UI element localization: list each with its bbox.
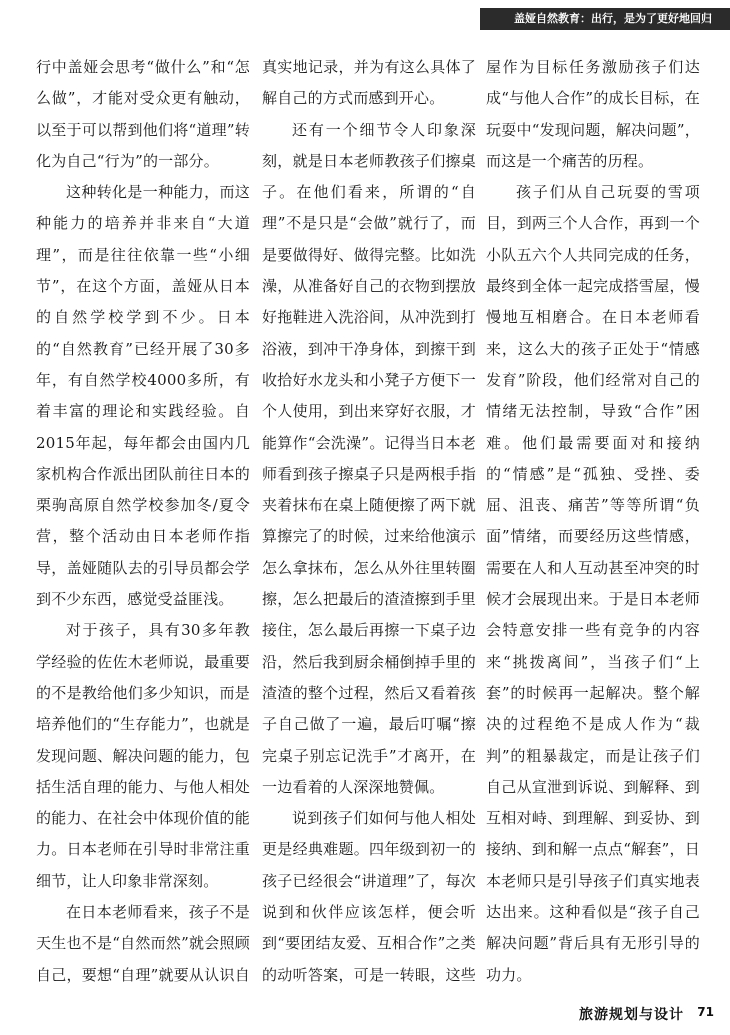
text-column-1 bbox=[36, 52, 250, 992]
magazine-name: 旅游规划与设计 bbox=[579, 1007, 684, 1023]
paragraph: 行中盖娅会思考“做什么”和“怎么做”，才能对受众更有触动，以至于可以帮到他们将“道理”转化为自己“行为”的一部分。 bbox=[36, 58, 250, 170]
page-number: 71 bbox=[697, 1005, 714, 1019]
page-footer bbox=[0, 1002, 730, 1032]
text-column-2 bbox=[262, 52, 476, 992]
running-title: 盖娅自然教育：出行，是为了更好地回归 bbox=[480, 8, 730, 30]
text-column-3 bbox=[486, 52, 700, 992]
paragraph: 在日本老师看来，孩子不是天生也不是“自然而然”就会照顾自己，要想“自理”就要从认识自 bbox=[36, 903, 250, 984]
page-header bbox=[0, 0, 730, 40]
paragraph: 屋作为目标任务激励孩子们达成“与他人合作”的成长目标，在玩耍中“发现问题，解决问题”，而这是一个痛苦的历程。 bbox=[486, 58, 700, 170]
paragraph: 真实地记录，并为有这么具体了解自己的方式而感到开心。 bbox=[262, 58, 476, 108]
paragraph: 对于孩子，具有30多年教学经验的佐佐木老师说，最重要的不是教给他们多少知识，而是培养他们的“生存能力”，也就是发现问题、解决问题的能力，包括生活自理的能力、与他人相处的能力、在社会中体现价值的能力。日本老师在引导时非常注重细节，让人印象非常深刻。 bbox=[36, 621, 250, 890]
paragraph: 这种转化是一种能力，而这种能力的培养并非来自“大道理”，而是往往依靠一些“小细节”，在这个方面，盖娅从日本的自然学校学到不少。日本的“自然教育”已经开展了30多年，有自然学校4000多所，有着丰富的理论和实践经验。自2015年起，每年都会由国内几家机构合作派出团队前往日本的栗驹高原自然学校参加冬/夏令营，整个活动由日本老师作指导，盖娅随队去的引导员都会学到不少东西，感觉受益匪浅。 bbox=[36, 183, 250, 609]
paragraph bbox=[486, 991, 700, 992]
paragraph: 说到孩子们如何与他人相处更是经典难题。四年级到初一的孩子已经很会“讲道理”了，每次说到和伙伴应该怎样，便会听到“要团结友爱、互相合作”之类的动听答案，可是一转眼，这些 bbox=[262, 809, 476, 984]
paragraph: 还有一个细节令人印象深刻，就是日本老师教孩子们擦桌子。在他们看来，所谓的“自理”不是只是“会做”就行了，而是要做得好、做得完整。比如洗澡，从准备好自己的衣物到摆放好拖鞋进入洗浴间，从冲洗到打浴液，到冲干净身体，到擦干到收拾好水龙头和小凳子方便下一个人使用，到出来穿好衣服，才能算作“会洗澡”。记得当日本老师看到孩子擦桌子只是两根手指夹着抹布在桌上随便擦了两下就算擦完了的时候，过来给他演示怎么拿抹布，怎么从外往里转圈擦，怎么把最后的渣渣擦到手里接住，怎么最后再擦一下桌子边沿，然后我到厨余桶倒掉手里的渣渣的整个过程，然后又看着孩子自己做了一遍，最后叮嘱“擦完桌子别忘记洗手”才离开，在一边看着的人深深地赞佩。 bbox=[262, 120, 476, 796]
paragraph: 孩子们从自己玩耍的雪项目，到两三个人合作，再到一个小队五六个人共同完成的任务，最终到全体一起完成搭雪屋，慢慢地互相磨合。在日本老师看来，这么大的孩子正处于“情感发育”阶段，他们经常对自己的情绪无法控制，导致“合作”困难。他们最需要面对和接纳的“情感”是“孤独、受挫、委屈、沮丧、痛苦”等等所谓“负面”情绪，而要经历这些情感，需要在人和人互动甚至冲突的时候才会展现出来。于是日本老师会特意安排一些有竞争的内容来“挑拨离间”，当孩子们“上套”的时候再一起解决。整个解决的过程绝不是成人作为“裁判”的粗暴裁定，而是让孩子们自己从宣泄到诉说、到解释、到互相对峙、到理解、到妥协、到接纳、到和解一点点“解套”，日本老师只是引导孩子们真实地表达出来。这种看似是“孩子自己解决问题”背后具有无形引导的功力。 bbox=[486, 183, 700, 984]
